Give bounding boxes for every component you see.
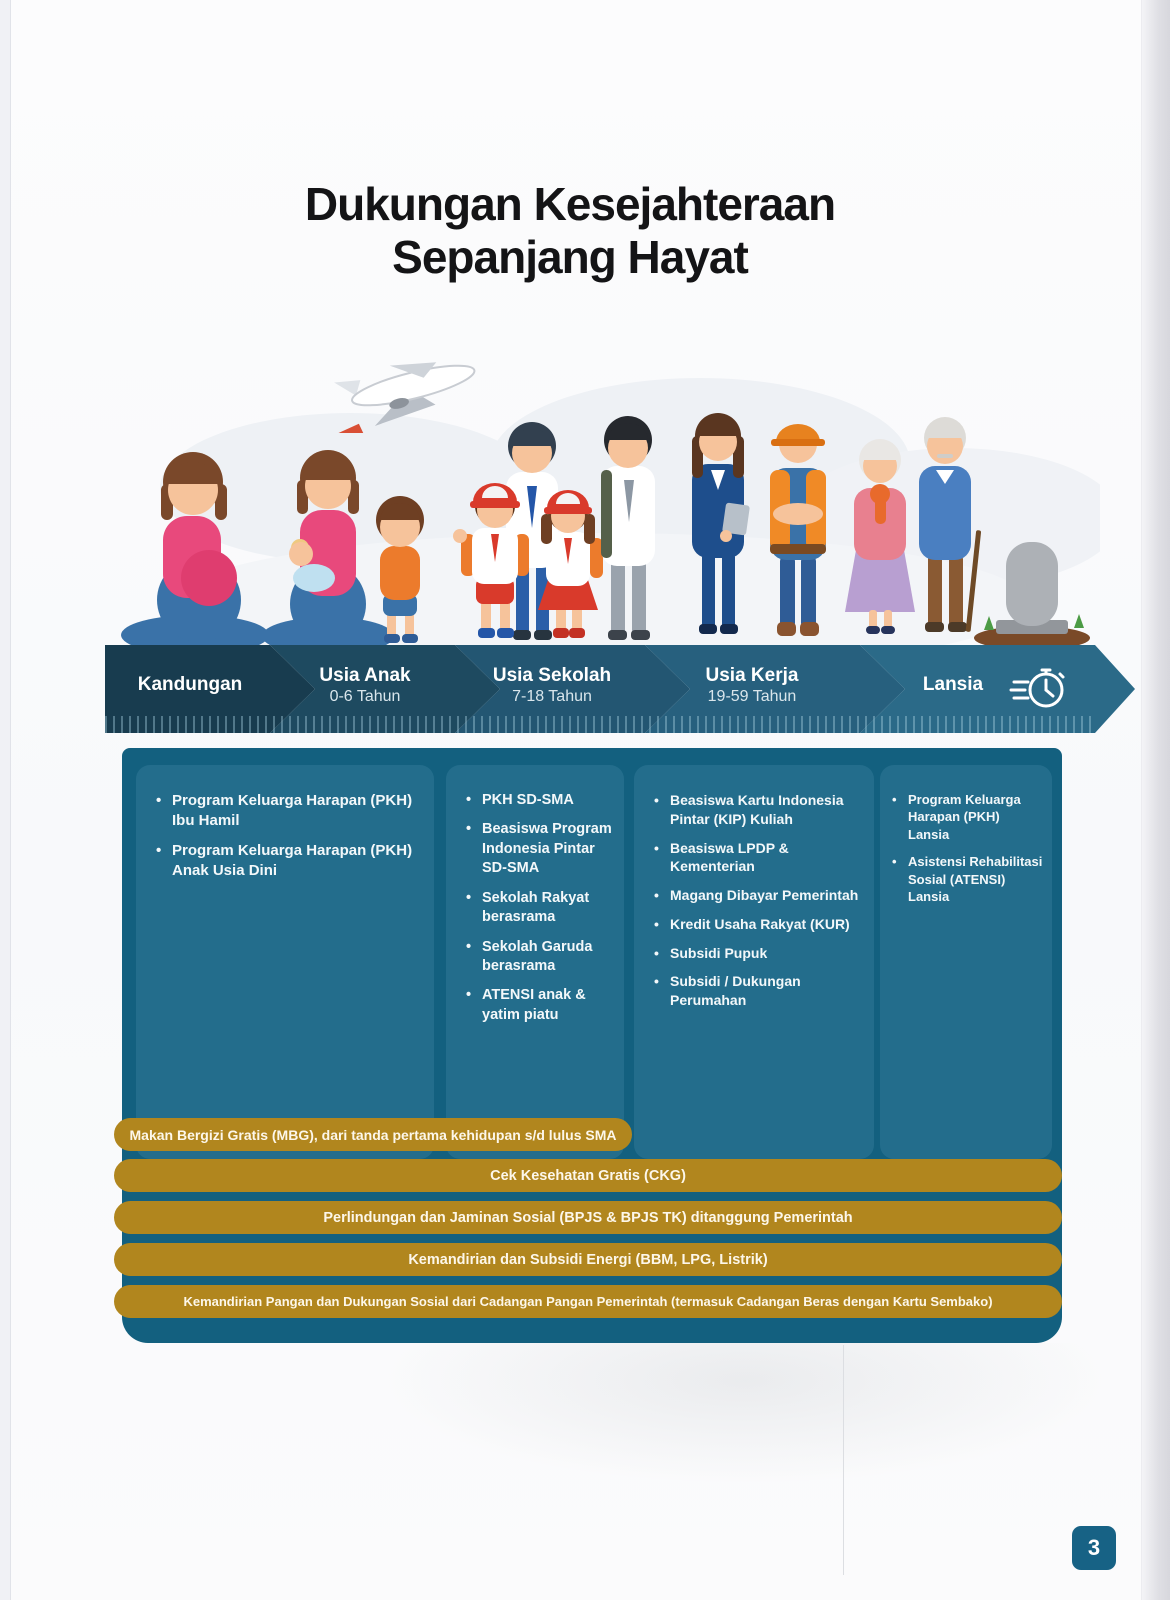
life-stages-illustration	[100, 338, 1100, 650]
stopwatch-icon	[1008, 656, 1070, 718]
program-item: • Asistensi Rehabilitasi Sosial (ATENSI) Lansia	[892, 853, 1044, 905]
timeline-stage-usia-sekolah	[467, 665, 637, 706]
stage-label: Lansia	[922, 674, 984, 695]
page-title-line2: Sepanjang Hayat	[392, 231, 748, 284]
program-item: • Sekolah Rakyat berasrama	[466, 889, 616, 928]
program-item: • Beasiswa Kartu Indonesia Pintar (KIP) Kuliah	[654, 791, 866, 829]
page-number-badge: 3	[1072, 1526, 1116, 1570]
stage-sublabel: 7-18 Tahun	[512, 688, 592, 705]
stage-label: Usia Sekolah	[492, 665, 612, 686]
program-list	[880, 765, 1052, 905]
scan-artifact-line	[843, 1345, 844, 1575]
stage-sublabel: 0-6 Tahun	[329, 688, 401, 705]
stage-sublabel: 19-59 Tahun	[707, 688, 797, 705]
program-bar-ckg: Cek Kesehatan Gratis (CKG)	[114, 1159, 1062, 1192]
programs-card-lansia	[880, 765, 1052, 1159]
timeline-stage-kandungan	[110, 674, 270, 696]
program-list	[634, 765, 874, 1010]
timeline-stage-usia-kerja	[667, 665, 837, 706]
program-bar-bpjs: Perlindungan dan Jaminan Sosial (BPJS & BPJS TK) ditanggung Pemerintah	[114, 1201, 1062, 1234]
stage-label: Usia Anak	[319, 665, 411, 686]
program-list	[446, 765, 624, 1025]
program-item: • ATENSI anak & yatim piatu	[466, 986, 616, 1025]
stage-label: Kandungan	[137, 674, 243, 695]
program-item: • Subsidi / Dukungan Perumahan	[654, 972, 866, 1010]
program-item: • Program Keluarga Harapan (PKH) Ibu Hamil	[156, 791, 426, 831]
program-bar-pangan: Kemandirian Pangan dan Dukungan Sosial dari Cadangan Pangan Pemerintah (termasuk Cadangan Beras dengan Kartu Sembako)	[114, 1285, 1062, 1318]
program-bar-mbg: Makan Bergizi Gratis (MBG), dari tanda pertama kehidupan s/d lulus SMA	[114, 1118, 632, 1151]
scan-shadow	[350, 1343, 1140, 1493]
program-list	[136, 765, 434, 881]
program-item: • Sekolah Garuda berasrama	[466, 938, 616, 977]
stage-label: Usia Kerja	[705, 665, 799, 686]
program-bar-energi: Kemandirian dan Subsidi Energi (BBM, LPG, Listrik)	[114, 1243, 1062, 1276]
program-item: • Magang Dibayar Pemerintah	[654, 886, 866, 905]
programs-card-kandungan	[136, 765, 434, 1159]
program-item: • Subsidi Pupuk	[654, 944, 866, 963]
timeline-stage-usia-anak	[285, 665, 445, 706]
timeline-stage-lansia	[883, 674, 1023, 696]
page-title	[0, 178, 1140, 285]
page-right-edge	[1141, 0, 1170, 1600]
programs-card-usia-anak-sekolah	[446, 765, 624, 1159]
program-item: • Program Keluarga Harapan (PKH) Lansia	[892, 791, 1044, 843]
program-item: • Kredit Usaha Rakyat (KUR)	[654, 915, 866, 934]
program-item: • Program Keluarga Harapan (PKH) Anak Usia Dini	[156, 841, 426, 881]
page-title-line1: Dukungan Kesejahteraan	[304, 178, 836, 230]
program-item: • PKH SD-SMA	[466, 791, 616, 810]
programs-card-usia-kerja	[634, 765, 874, 1159]
program-item: • Beasiswa Program Indonesia Pintar SD-SMA	[466, 820, 616, 878]
program-item: • Beasiswa LPDP & Kementerian	[654, 839, 866, 877]
timeline-ruler-ticks	[105, 716, 1097, 733]
